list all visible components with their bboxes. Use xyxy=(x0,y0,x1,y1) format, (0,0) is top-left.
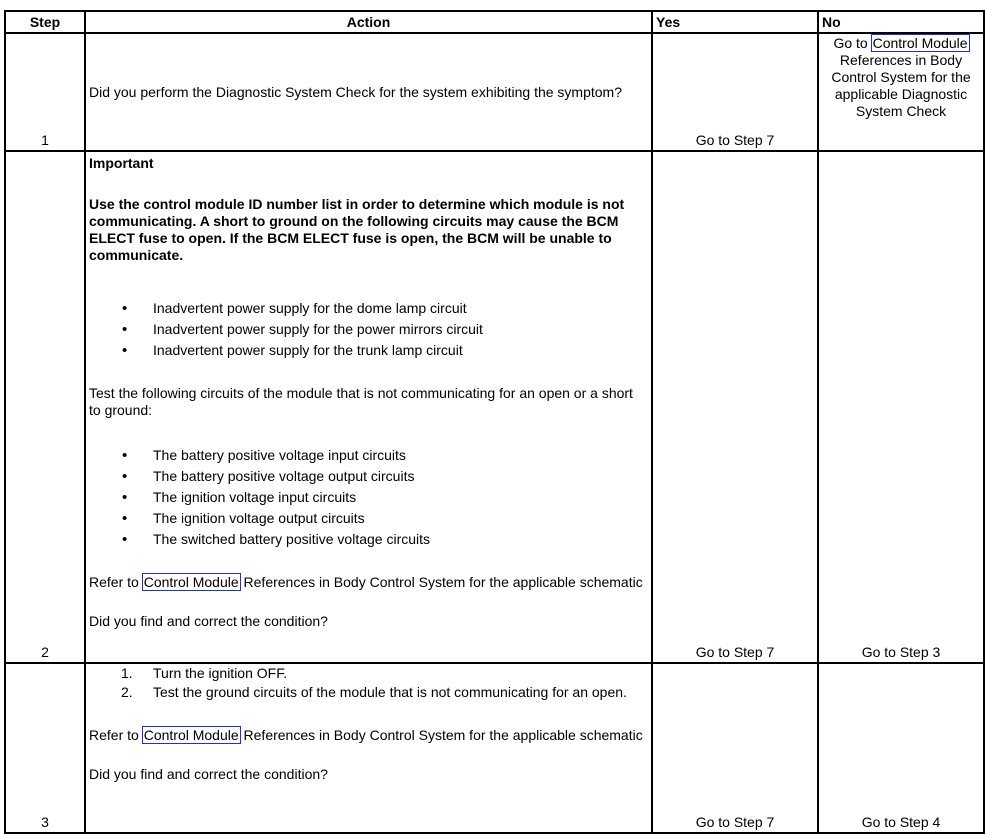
no-suffix: References in Body Control System for the applicable Diagnostic System Check xyxy=(831,52,971,119)
header-step: Step xyxy=(5,11,85,33)
header-no: No xyxy=(818,11,984,33)
list-item: • The switched battery positive voltage circuits xyxy=(153,531,648,548)
refer-suffix: References in Body Control System for the applicable schematic xyxy=(243,574,643,590)
action-text: Did you perform the Diagnostic System Check for the system exhibiting the symptom? xyxy=(89,83,622,100)
list-item xyxy=(121,665,648,682)
no-cell: Go to Step 3 xyxy=(818,151,984,663)
step-text: Turn the ignition OFF. xyxy=(153,665,288,681)
step-number: 1 xyxy=(5,33,85,151)
test-instructions: Test the following circuits of the module that is not communicating for an open or a short to ground: xyxy=(89,385,633,418)
action-cell xyxy=(85,663,652,833)
refer-text xyxy=(89,727,648,744)
table-row-step-1 xyxy=(5,33,984,151)
step-number: 3 xyxy=(5,663,85,833)
step-index: 1. xyxy=(121,665,133,681)
refer-text xyxy=(89,574,648,591)
spacer xyxy=(89,591,648,613)
refer-prefix: Refer to xyxy=(89,574,139,590)
list-item: • Inadvertent power supply for the dome lamp circuit xyxy=(153,300,648,317)
list-item: • The ignition voltage output circuits xyxy=(153,510,648,527)
control-module-link[interactable]: Control Module xyxy=(143,574,239,590)
refer-prefix: Refer to xyxy=(89,727,139,743)
list-item xyxy=(121,684,648,701)
list-item: • Inadvertent power supply for the power mirrors circuit xyxy=(153,321,648,338)
step-text: Test the ground circuits of the module that is not communicating for an open. xyxy=(153,684,627,700)
control-module-link[interactable]: Control Module xyxy=(872,35,968,51)
bullet-list-supply xyxy=(89,300,648,359)
bullet-list-circuits xyxy=(89,447,648,548)
control-module-link[interactable]: Control Module xyxy=(143,727,239,743)
list-item: • The battery positive voltage output circuits xyxy=(153,468,648,485)
spacer xyxy=(89,744,648,766)
numbered-steps xyxy=(89,665,648,701)
diagnostic-page xyxy=(4,10,984,834)
diagnostic-table xyxy=(4,10,985,834)
list-item: • Inadvertent power supply for the trunk lamp circuit xyxy=(153,342,648,359)
question-text: Did you find and correct the condition? xyxy=(89,613,328,629)
table-row-step-3 xyxy=(5,663,984,833)
header-yes: Yes xyxy=(652,11,818,33)
yes-cell: Go to Step 7 xyxy=(652,33,818,151)
step-number: 2 xyxy=(5,151,85,663)
question-text: Did you find and correct the condition? xyxy=(89,766,328,782)
refer-suffix: References in Body Control System for the applicable schematic xyxy=(243,727,643,743)
important-body: Use the control module ID number list in order to determine which module is not communicating. A short to ground on the following circuits may cause the BCM ELECT fuse to open. If the BCM ELECT fuse is open, the BCM will be unable to communicate. xyxy=(89,196,625,263)
table-row-step-2 xyxy=(5,151,984,663)
list-item: • The ignition voltage input circuits xyxy=(153,489,648,506)
list-item: • The battery positive voltage input circuits xyxy=(153,447,648,464)
yes-cell: Go to Step 7 xyxy=(652,663,818,833)
header-row xyxy=(5,11,984,33)
header-action: Action xyxy=(85,11,652,33)
step-index: 2. xyxy=(121,684,133,700)
no-cell: Go to Step 4 xyxy=(818,663,984,833)
action-cell xyxy=(85,151,652,663)
yes-cell: Go to Step 7 xyxy=(652,151,818,663)
no-prefix: Go to xyxy=(833,35,868,51)
no-cell xyxy=(818,33,984,151)
action-cell xyxy=(85,33,652,151)
important-title: Important xyxy=(89,155,154,171)
